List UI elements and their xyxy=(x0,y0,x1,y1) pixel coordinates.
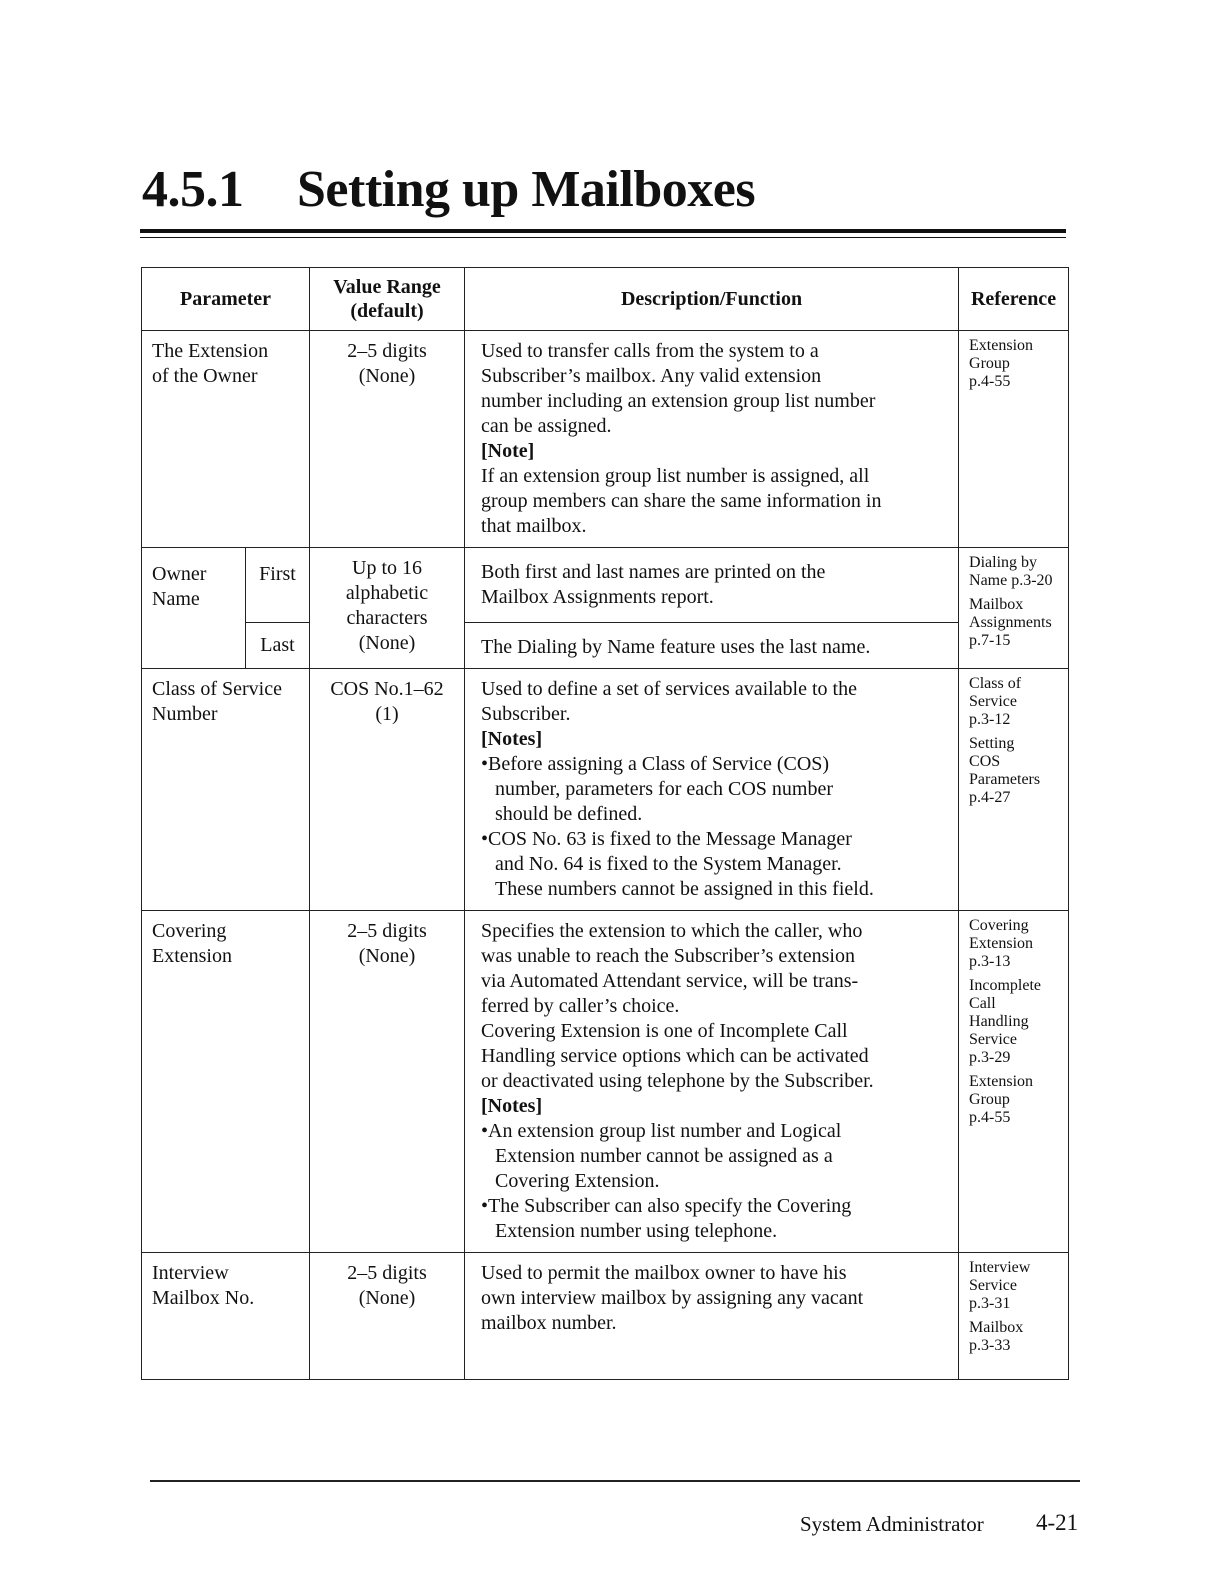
reference-line: p.4-27 xyxy=(969,789,1011,806)
note-line: group members can share the same information in xyxy=(481,490,882,512)
description-line: Handling service options which can be activated xyxy=(481,1045,869,1067)
reference-line: Group xyxy=(969,355,1010,372)
parameter-cell xyxy=(142,669,310,911)
bullet-line: should be defined. xyxy=(495,803,643,825)
reference-item xyxy=(969,917,1062,971)
description-line: Used to transfer calls from the system to a xyxy=(481,340,819,362)
reference-line: p.3-13 xyxy=(969,953,1011,970)
table-row-interview-mailbox xyxy=(142,1253,1069,1380)
reference-item xyxy=(969,675,1062,729)
reference-line: Service xyxy=(969,1031,1017,1048)
description-cell xyxy=(465,1253,959,1380)
description-line: number including an extension group list number xyxy=(481,390,876,412)
header-value-range-line: Value Range xyxy=(333,276,441,298)
reference-line: COS xyxy=(969,753,1001,770)
footer-rule xyxy=(150,1480,1080,1482)
value-line: (1) xyxy=(375,703,399,725)
parameter-line: Covering xyxy=(152,920,227,942)
section-number: 4.5.1 xyxy=(142,161,244,218)
reference-line: Call xyxy=(969,995,996,1012)
reference-line: Service xyxy=(969,1277,1017,1294)
reference-item xyxy=(969,735,1062,807)
value-line: COS No.1–62 xyxy=(330,678,444,700)
bullet-line: These numbers cannot be assigned in this field. xyxy=(495,878,874,900)
reference-line: p.3-29 xyxy=(969,1049,1011,1066)
header-parameter: Parameter xyxy=(142,268,310,331)
description-cell xyxy=(465,331,959,548)
reference-line: Class of xyxy=(969,675,1022,692)
description-line: or deactivated using telephone by the Subscriber. xyxy=(481,1070,874,1092)
value-line: characters xyxy=(346,607,428,629)
note-bullet xyxy=(481,752,946,827)
value-cell xyxy=(310,669,465,911)
parameter-line: Mailbox No. xyxy=(152,1287,255,1309)
value-line: (None) xyxy=(358,365,416,387)
note-bullet xyxy=(481,827,946,902)
description-cell xyxy=(465,548,959,623)
note-label: [Note] xyxy=(481,440,535,462)
table-row-owner-name-first xyxy=(142,548,1069,623)
parameter-cell xyxy=(142,548,246,669)
reference-line: p.4-55 xyxy=(969,1109,1011,1126)
value-line: Up to 16 xyxy=(352,557,423,579)
bullet-line: •COS No. 63 is fixed to the Message Manager xyxy=(481,828,852,850)
reference-item xyxy=(969,337,1062,391)
value-cell xyxy=(310,331,465,548)
header-value-range-line: (default) xyxy=(350,300,424,322)
reference-line: p.3-12 xyxy=(969,711,1011,728)
description-line: Used to define a set of services available to the xyxy=(481,678,857,700)
first-name-label: First xyxy=(246,548,310,623)
description-line: via Automated Attendant service, will be trans- xyxy=(481,970,859,992)
reference-line: Parameters xyxy=(969,771,1041,788)
reference-line: Service xyxy=(969,693,1017,710)
heading-rule-thick xyxy=(140,229,1066,233)
mailbox-parameter-table xyxy=(141,267,1069,1380)
header-value-range xyxy=(310,268,465,331)
parameter-line: Number xyxy=(152,703,218,725)
description-line: Subscriber’s mailbox. Any valid extension xyxy=(481,365,822,387)
reference-item xyxy=(969,1073,1062,1127)
reference-line: p.3-33 xyxy=(969,1337,1011,1354)
value-line: 2–5 digits xyxy=(347,920,427,942)
reference-line: Extension xyxy=(969,337,1034,354)
reference-line: Mailbox xyxy=(969,1319,1024,1336)
description-line: own interview mailbox by assigning any vacant xyxy=(481,1287,864,1309)
parameter-line: Owner xyxy=(152,563,207,585)
reference-item xyxy=(969,1259,1062,1313)
heading-rule-thin xyxy=(140,237,1066,238)
reference-line: Assignments xyxy=(969,614,1052,631)
parameter-cell xyxy=(142,331,310,548)
reference-line: Extension xyxy=(969,1073,1034,1090)
description-line: can be assigned. xyxy=(481,415,612,437)
reference-cell xyxy=(959,331,1069,548)
description-cell: The Dialing by Name feature uses the last name. xyxy=(465,623,959,669)
parameter-line: Interview xyxy=(152,1262,229,1284)
description-line: Specifies the extension to which the caller, who xyxy=(481,920,863,942)
table-row-covering-extension xyxy=(142,911,1069,1253)
description-cell xyxy=(465,669,959,911)
bullet-line: Covering Extension. xyxy=(495,1170,660,1192)
description-line: Mailbox Assignments report. xyxy=(481,586,714,608)
value-line: (None) xyxy=(358,1287,416,1309)
note-bullet xyxy=(481,1119,946,1194)
notes-label: [Notes] xyxy=(481,728,543,750)
reference-line: Handling xyxy=(969,1013,1029,1030)
reference-line: Setting xyxy=(969,735,1015,752)
reference-item xyxy=(969,1319,1062,1355)
bullet-line: •An extension group list number and Logical xyxy=(481,1120,842,1142)
parameter-line: of the Owner xyxy=(152,365,258,387)
reference-item xyxy=(969,554,1062,590)
reference-line: Mailbox xyxy=(969,596,1024,613)
value-line: (None) xyxy=(358,945,416,967)
reference-line: Covering xyxy=(969,917,1029,934)
page-number: 4-21 xyxy=(1036,1510,1079,1535)
reference-line: Incomplete xyxy=(969,977,1041,994)
reference-line: Extension xyxy=(969,935,1034,952)
bullet-line: Extension number using telephone. xyxy=(495,1220,778,1242)
value-line: (None) xyxy=(358,632,416,654)
parameter-line: Class of Service xyxy=(152,678,282,700)
reference-cell xyxy=(959,669,1069,911)
description-line: mailbox number. xyxy=(481,1312,617,1334)
reference-cell xyxy=(959,911,1069,1253)
value-line: alphabetic xyxy=(345,582,429,604)
reference-cell xyxy=(959,548,1069,669)
header-description: Description/Function xyxy=(465,268,959,331)
reference-line: Dialing by xyxy=(969,554,1038,571)
parameter-line: Name xyxy=(152,588,200,610)
reference-line: p.3-31 xyxy=(969,1295,1011,1312)
table-row-extension-owner xyxy=(142,331,1069,548)
description-line: Used to permit the mailbox owner to have his xyxy=(481,1262,847,1284)
bullet-line: and No. 64 is fixed to the System Manager. xyxy=(495,853,842,875)
bullet-line: •The Subscriber can also specify the Covering xyxy=(481,1195,852,1217)
value-line: 2–5 digits xyxy=(347,1262,427,1284)
note-bullet xyxy=(481,1194,946,1244)
bullet-line: number, parameters for each COS number xyxy=(495,778,833,800)
reference-cell xyxy=(959,1253,1069,1380)
description-cell xyxy=(465,911,959,1253)
reference-line: p.4-55 xyxy=(969,373,1011,390)
parameter-line: Extension xyxy=(152,945,232,967)
note-line: If an extension group list number is assigned, all xyxy=(481,465,870,487)
header-row xyxy=(142,268,1069,331)
description-line: was unable to reach the Subscriber’s extension xyxy=(481,945,855,967)
table-row-class-of-service xyxy=(142,669,1069,911)
header-reference: Reference xyxy=(959,268,1069,331)
note-line: that mailbox. xyxy=(481,515,587,537)
reference-line: p.7-15 xyxy=(969,632,1011,649)
footer-label: System Administrator xyxy=(800,1512,984,1536)
value-cell xyxy=(310,548,465,669)
table-row-owner-name-last xyxy=(142,623,1069,669)
description-line: Covering Extension is one of Incomplete Call xyxy=(481,1020,848,1042)
value-cell xyxy=(310,911,465,1253)
description-line: Both first and last names are printed on the xyxy=(481,561,826,583)
description-line: Subscriber. xyxy=(481,703,571,725)
bullet-line: Extension number cannot be assigned as a xyxy=(495,1145,833,1167)
value-cell xyxy=(310,1253,465,1380)
parameter-cell xyxy=(142,1253,310,1380)
reference-item xyxy=(969,977,1062,1067)
value-line: 2–5 digits xyxy=(347,340,427,362)
reference-item xyxy=(969,596,1062,650)
section-heading xyxy=(142,160,755,219)
section-title: Setting up Mailboxes xyxy=(297,161,756,218)
parameter-cell xyxy=(142,911,310,1253)
reference-line: Name p.3-20 xyxy=(969,572,1053,589)
description-line: ferred by caller’s choice. xyxy=(481,995,680,1017)
notes-label: [Notes] xyxy=(481,1095,543,1117)
parameter-line: The Extension xyxy=(152,340,269,362)
last-name-label: Last xyxy=(246,623,310,669)
reference-line: Group xyxy=(969,1091,1010,1108)
bullet-line: •Before assigning a Class of Service (COS) xyxy=(481,753,830,775)
reference-line: Interview xyxy=(969,1259,1031,1276)
